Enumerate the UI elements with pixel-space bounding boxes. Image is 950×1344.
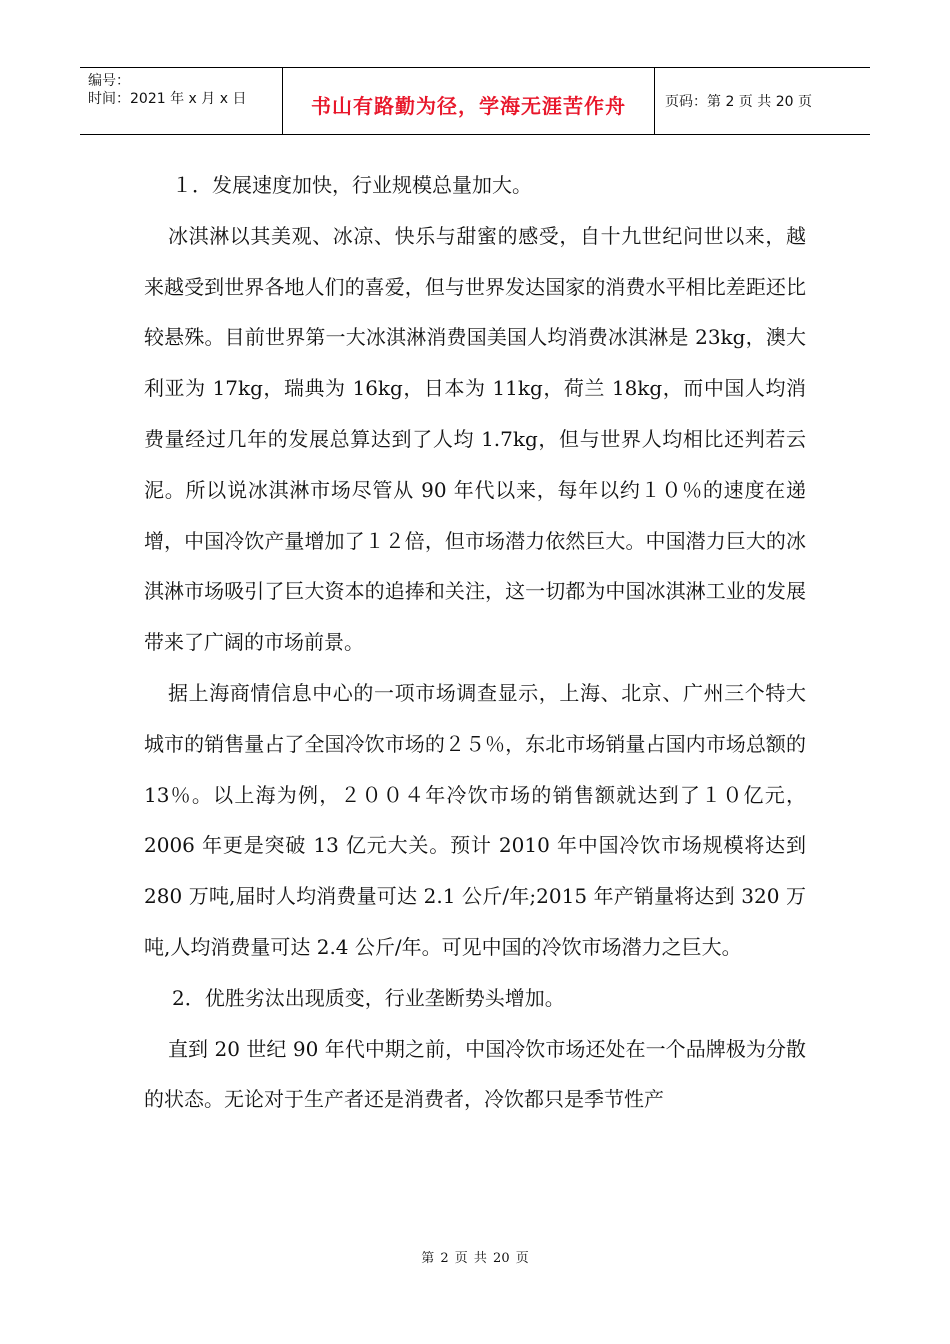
header-motto: 书山有路勤为径，学海无涯苦作舟 <box>311 93 626 118</box>
page-footer <box>0 1247 950 1266</box>
paragraph-brand-history: 直到 20 世纪 90 年代中期之前，中国冷饮市场还处在一个品牌极为分散的状态。无论对于生产者还是消费者，冷饮都只是季节性产 <box>144 1036 806 1112</box>
header-meta-cell <box>80 68 283 134</box>
section-heading-1: １．发展速度加快，行业规模总量加大。 <box>172 173 532 197</box>
serial-number-label: 编号： <box>88 73 130 89</box>
header-page-cell <box>655 68 870 134</box>
document-body <box>144 160 806 1125</box>
header-page-number: 页码：第 2 页 共 20 页 <box>665 94 812 110</box>
section-heading-2: 2．优胜劣汰出现质变，行业垄断势头增加。 <box>172 985 565 1010</box>
footer-page-number: 第 2 页 共 20 页 <box>421 1251 529 1266</box>
page-header <box>80 67 870 135</box>
header-motto-cell <box>283 68 655 134</box>
paragraph-consumption: 冰淇淋以其美观、冰凉、快乐与甜蜜的感受，自十九世纪问世以来，越来越受到世界各地人们的喜爱，但与世界发达国家的消费水平相比差距还比较悬殊。目前世界第一大冰淇淋消费国美国人均消费冰淇淋是 23kg，澳大利亚为 17kg，瑞典为 16kg，日本为 11kg，荷兰 18kg，而中国人均消费量经过几年的发展总算达到了人均 1.7kg，但与世界人均相比还判若云泥。所以说冰淇淋市场尽管从 90 年代以来，每年以约１０％的速度在递增，中国冷饮产量增加了１２倍，但市场潜力依然巨大。中国潜力巨大的冰淇淋市场吸引了巨大资本的追捧和关注，这一切都为中国冰淇淋工业的发展带来了广阔的市场前景。 <box>144 223 806 655</box>
paragraph-market-survey: 据上海商情信息中心的一项市场调查显示，上海、北京、广州三个特大城市的销售量占了全国冷饮市场的２５％，东北市场销量占国内市场总额的 13％。以上海为例，２００４年冷饮市场的销售额就达到了１０亿元，2006 年更是突破 13 亿元大关。预计 2010 年中国冷饮市场规模将达到 280 万吨,届时人均消费量可达 2.1 公斤/年;2015 年产销量将达到 320 万吨,人均消费量可达 2.4 公斤/年。可见中国的冷饮市场潜力之巨大。 <box>144 680 806 959</box>
date-label: 时间：2021 年 x 月 x 日 <box>88 91 247 107</box>
